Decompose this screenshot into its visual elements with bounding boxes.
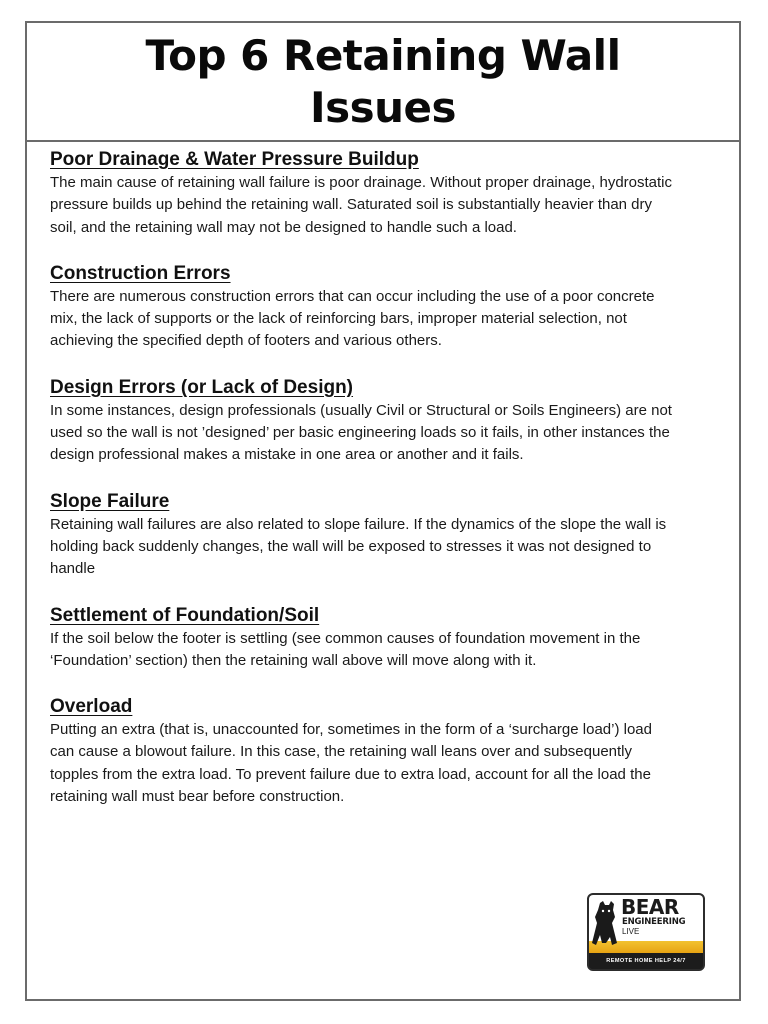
section-overload [50, 695, 680, 808]
section-settlement [50, 604, 680, 673]
logo-word-live: LIVE [622, 927, 640, 936]
page-title: Top 6 Retaining Wall Issues [145, 30, 621, 132]
section-poor-drainage [50, 148, 680, 239]
section-body: There are numerous construction errors that can occur including the use of a poor concrete mix, the lack of supports or the lack of reinforcing bars, improper material selection, not achieving the specified depth of footers and various others. [50, 287, 655, 350]
section-construction-errors [50, 262, 680, 353]
section-body: Retaining wall failures are also related to slope failure. If the dynamics of the slope the wall is holding back suddenly changes, the wall will be exposed to stresses it was not designed to handle [50, 515, 667, 578]
section-heading: Design Errors (or Lack of Design) [50, 376, 354, 398]
logo-word-bear: BEAR [621, 895, 679, 919]
bear-engineering-logo [587, 893, 705, 971]
section-heading: Settlement of Foundation/Soil [50, 604, 320, 626]
section-heading: Construction Errors [50, 262, 231, 284]
section-slope-failure [50, 490, 680, 581]
section-body: Putting an extra (that is, unaccounted for, sometimes in the form of a ‘surcharge load’) load can cause a blowout failure. In this case, the retaining wall leans over and subsequently topples from the extra load. To prevent failure due to extra load, account for all the load the retaining wall must bear before construction. [50, 721, 652, 806]
title-box [27, 23, 739, 142]
section-body: The main cause of retaining wall failure is poor drainage. Without proper drainage, hydrostatic pressure builds up behind the retaining wall. Saturated soil is substantially heavier than dry soil, and the retaining wall may not be designed to handle such a load. [50, 174, 673, 236]
section-body: If the soil below the footer is settling (see common causes of foundation movement in the ‘Foundation’ section) then the retaining wall above will move along with it. [50, 629, 641, 669]
section-heading: Slope Failure [50, 490, 170, 512]
logo-tagline: REMOTE HOME HELP 24/7 [606, 958, 686, 964]
section-heading: Overload [50, 696, 133, 718]
logo-word-engineering: ENGINEERING [622, 917, 686, 927]
section-heading: Poor Drainage & Water Pressure Buildup [50, 149, 419, 170]
content [50, 148, 680, 831]
section-design-errors [50, 376, 680, 467]
section-body: In some instances, design professionals (usually Civil or Structural or Soils Engineers) are not used so the wall is not ’designed’ per basic engineering loads so it fails, in other instances the design professional makes a mistake in one area or another and it fails. [50, 401, 672, 464]
bear-icon [592, 899, 618, 949]
